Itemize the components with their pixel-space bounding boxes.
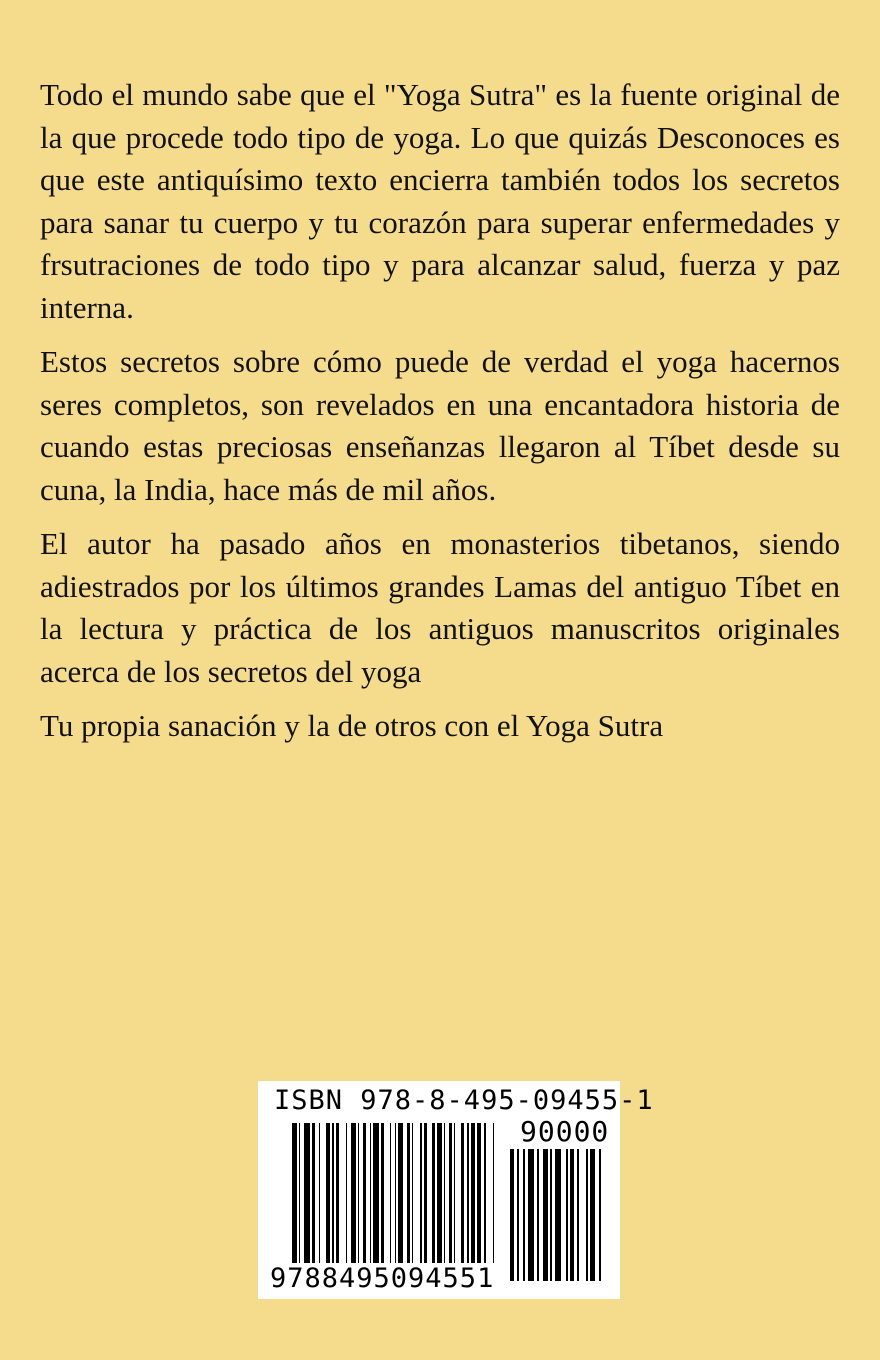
blurb-paragraph-4: Tu propia sanación y la de otros con el Yoga Sutra (40, 708, 664, 743)
barcode-bar (292, 1123, 297, 1281)
barcode-bar (477, 1123, 480, 1281)
barcode-bar (555, 1149, 561, 1281)
barcode-bar (543, 1149, 547, 1281)
barcode-bar (461, 1123, 464, 1281)
blurb-paragraph-3: El autor ha pasado años en monasterios tibetanos, siendo adiestrados por los últimos grandes Lamas del antiguo Tíbet en la lectura y práctica de los antiguos manuscritos originales acerca de los secretos del yoga (40, 526, 840, 689)
barcode-bar (570, 1149, 574, 1281)
isbn-label: ISBN 978-8-495-09455-1 (274, 1085, 654, 1116)
barcode-bar (599, 1149, 601, 1281)
blurb-text (40, 74, 840, 760)
blurb-paragraph-1: Todo el mundo sabe que el "Yoga Sutra" es la fuente original de la que procede todo tipo de yoga. Lo que quizás Desconoces es que este antiquísimo texto encierra también todos los secretos para sanar tu cuerpo y tu corazón para superar enfermedades y frsutraciones de todo tipo y para alcanzar salud, fuerza y paz interna. (40, 77, 840, 325)
barcode-bar (407, 1123, 410, 1281)
barcode-bar (351, 1123, 356, 1281)
barcode-bar (493, 1123, 494, 1281)
barcode-bar (537, 1149, 539, 1281)
barcode-bar (528, 1149, 534, 1281)
barcode-bar (332, 1123, 333, 1281)
barcode-bar (398, 1123, 403, 1281)
barcode-bar (454, 1123, 455, 1281)
barcode-bar (326, 1123, 331, 1281)
barcode-bar (381, 1123, 384, 1281)
barcode-bar (467, 1123, 468, 1281)
barcode-bar (432, 1123, 435, 1281)
barcode-bar (566, 1149, 568, 1281)
barcode-bar (590, 1149, 594, 1281)
price-code: 90000 (520, 1115, 610, 1148)
barcode-bar (412, 1123, 413, 1281)
barcode-bar (437, 1123, 442, 1281)
barcode-bar (484, 1123, 485, 1281)
barcode-bar (363, 1123, 366, 1281)
barcode-bar (424, 1123, 427, 1281)
barcode-bar (319, 1123, 320, 1281)
barcode-bar (586, 1149, 588, 1281)
barcode-bar (471, 1123, 476, 1281)
barcode-bar (312, 1123, 315, 1281)
barcode-bar (523, 1149, 525, 1281)
barcode-bar (444, 1123, 445, 1281)
barcode-bar (299, 1123, 300, 1281)
barcode-bar (358, 1123, 359, 1281)
barcode-bar (420, 1123, 421, 1281)
barcode-bar (346, 1123, 347, 1281)
barcode-bar (395, 1123, 396, 1281)
barcode-bar (370, 1123, 371, 1281)
barcode-bar (304, 1123, 310, 1281)
barcode-addon-bars (510, 1149, 606, 1281)
barcode-bar (336, 1123, 339, 1281)
barcode-bars (292, 1123, 496, 1281)
blurb-paragraph-2: Estos secretos sobre cómo puede de verdad el yoga hacernos seres completos, son revelados en una encantadora historia de cuando estas preciosas enseñanzas llegaron al Tíbet desde su cuna, la India, hace más de mil años. (40, 344, 840, 507)
barcode-bar (577, 1149, 579, 1281)
barcode-bar (390, 1123, 391, 1281)
isbn-barcode (258, 1081, 654, 1299)
barcode-bar (510, 1149, 514, 1281)
barcode-bar (373, 1123, 379, 1281)
barcode-bar (517, 1149, 519, 1281)
barcode-bar (550, 1149, 552, 1281)
barcode-digits: 9788495094551 (270, 1263, 495, 1294)
barcode-bar (449, 1123, 452, 1281)
